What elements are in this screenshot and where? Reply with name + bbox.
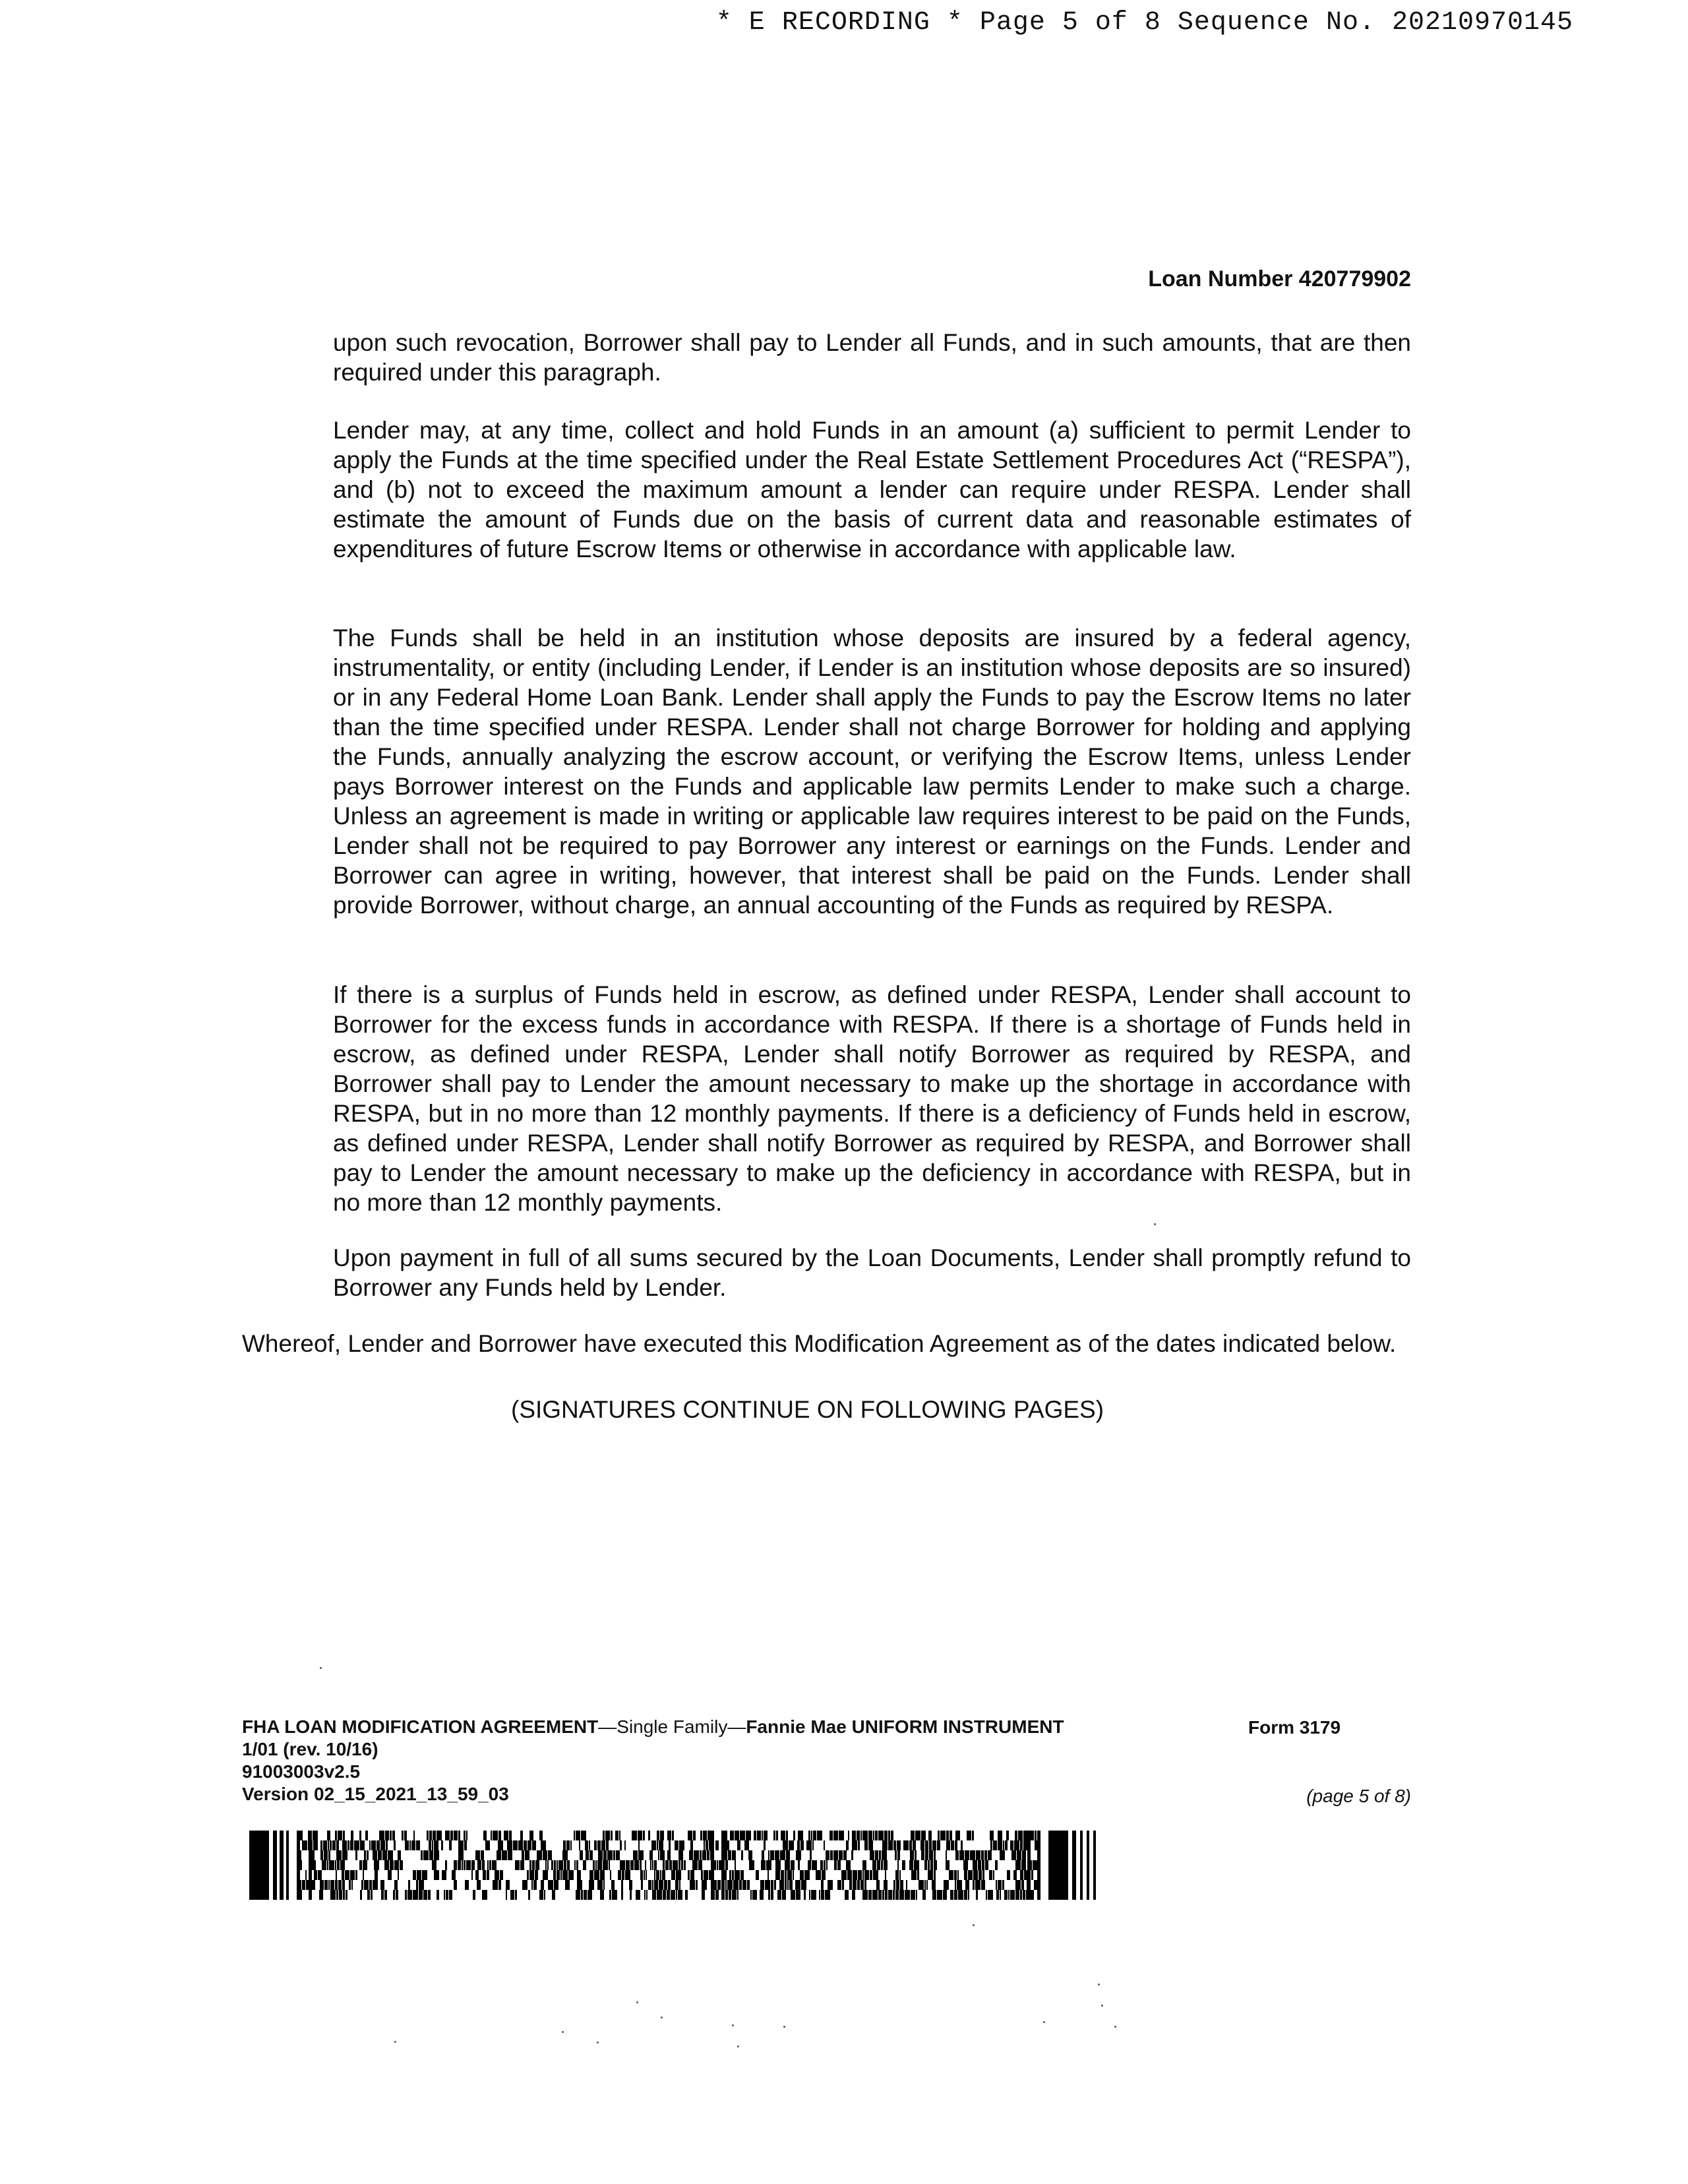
paragraph-funds-held: The Funds shall be held in an institution whose deposits are insured by a federal agency, instrumentality, or entity (including Lender, if Lender is an institution whose deposits are so insured) or in any Federal Home Loan Bank. Lender shall apply the Funds to pay the Escrow Items no later than the time specified under RESPA. Lender shall not charge Borrower for holding and applying the Funds, annually analyzing the escrow account, or verifying the Escrow Items, unless Lender pays Borrower interest on the Funds and applicable law permits Lender to make such a charge. Unless an agreement is made in writing or applicable law requires interest to be paid on the Funds, Lender shall not be required to pay Borrower any interest or earnings on the Funds. Lender and Borrower can agree in writing, however, that interest shall be paid on the Funds. Lender shall provide Borrower, without charge, an annual accounting of the Funds as required by RESPA. (333, 624, 1411, 919)
footer-title-part-2: —Single Family— (598, 1716, 746, 1737)
footer-version: Version 02_15_2021_13_59_03 (242, 1784, 509, 1804)
barcode-data-region (297, 1831, 1040, 1900)
closing-statement: Whereof, Lender and Borrower have executed this Modification Agreement as of the dates indicated below. (242, 1330, 1397, 1357)
footer-title-part-1: FHA LOAN MODIFICATION AGREEMENT (242, 1716, 599, 1737)
paragraph-surplus-shortage: If there is a surplus of Funds held in escrow, as defined under RESPA, Lender shall account to Borrower for the excess funds in accordance with RESPA. If there is a shortage of Funds held in escrow, as defined under RESPA, Lender shall notify Borrower as required by RESPA, and Borrower shall pay to Lender the amount necessary to make up the shortage in accordance with RESPA, but in no more than 12 monthly payments. If there is a deficiency of Funds held in escrow, as defined under RESPA, Lender shall notify Borrower as required by RESPA, and Borrower shall pay to Lender the amount necessary to make up the deficiency in accordance with RESPA, but in no more than 12 monthly payments. (333, 981, 1411, 1216)
footer-revision: 1/01 (rev. 10/16) (242, 1739, 378, 1759)
footer (242, 1716, 1064, 1805)
paragraph-refund: Upon payment in full of all sums secured by the Loan Documents, Lender shall promptly refund to Borrower any Funds held by Lender. (333, 1244, 1411, 1301)
signatures-note: (SIGNATURES CONTINUE ON FOLLOWING PAGES) (511, 1396, 1104, 1423)
loan-number: Loan Number 420779902 (1148, 266, 1411, 291)
recording-header: * E RECORDING * Page 5 of 8 Sequence No. 20210970145 (715, 8, 1573, 38)
footer-title (242, 1716, 1064, 1738)
footer-doc-code: 91003003v2.5 (242, 1761, 361, 1782)
footer-title-part-3: Fannie Mae UNIFORM INSTRUMENT (746, 1716, 1064, 1737)
barcode-stop-pattern (1048, 1831, 1096, 1900)
form-number: Form 3179 (1248, 1717, 1341, 1738)
paragraph-revocation: upon such revocation, Borrower shall pay to Lender all Funds, and in such amounts, that are then required under this paragraph. (333, 329, 1411, 386)
barcode (249, 1831, 1097, 1900)
barcode-start-pattern (249, 1831, 289, 1900)
paragraph-collect-funds: Lender may, at any time, collect and hold Funds in an amount (a) sufficient to permit Lender to apply the Funds at the time specified under the Real Estate Settlement Procedures Act (“RESPA”), and (b) not to exceed the maximum amount a lender can require under RESPA. Lender shall estimate the amount of Funds due on the basis of current data and reasonable estimates of expenditures of future Escrow Items or otherwise in accordance with applicable law. (333, 417, 1411, 562)
page-indicator: (page 5 of 8) (1306, 1786, 1411, 1806)
